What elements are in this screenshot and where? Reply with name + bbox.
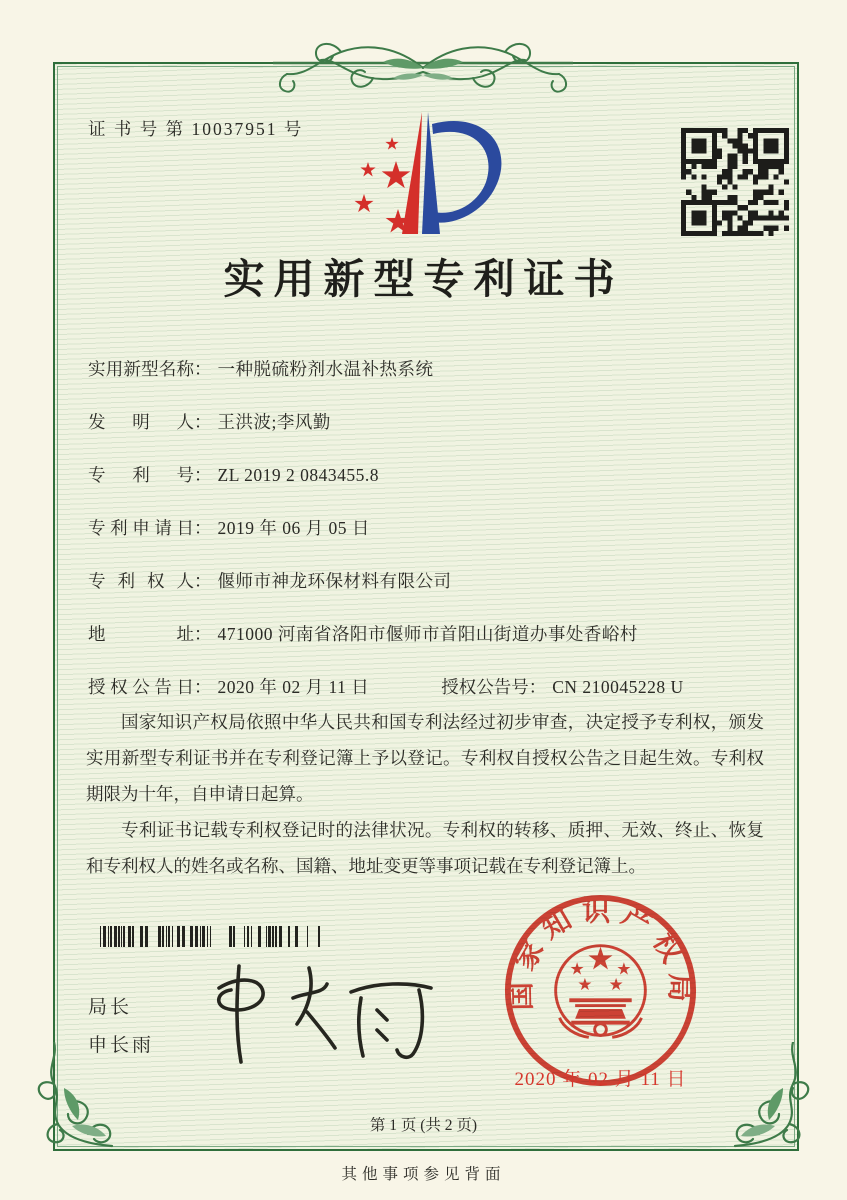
field-value: ZL 2019 2 0843455.8 <box>217 465 379 485</box>
field-label: 专利权人 <box>88 571 194 591</box>
back-side-note: 其他事项参见背面 <box>341 1166 506 1183</box>
barcode <box>100 926 322 947</box>
director-title: 局长 <box>88 997 133 1018</box>
field-row-filing-date: 专利申请日： 2019 年 06 月 05 日 <box>88 515 768 568</box>
legal-paragraph-1: 国家知识产权局依照中华人民共和国专利法经过初步审查，决定授予专利权，颁发实用新型专利证书并在专利登记簿上予以登记。专利权自授权公告之日起生效。专利权期限为十年，自申请日起算。 <box>86 712 764 805</box>
director-signature <box>205 958 445 1066</box>
page-indicator: 第 1 页 (共 2 页) <box>369 1117 478 1134</box>
cnipa-logo-icon <box>336 108 514 238</box>
seal-text: 国家知识产权局 <box>506 896 695 1011</box>
field-label: 专利号 <box>88 465 194 485</box>
field-row-patentee: 专利权人： 偃师市神龙环保材料有限公司 <box>88 568 768 621</box>
legal-text <box>86 704 764 884</box>
field-value: 一种脱硫粉剂水温补热系统 <box>217 359 434 379</box>
official-seal <box>503 893 698 1088</box>
qr-code <box>681 128 789 236</box>
field-value: CN 210045228 U <box>552 677 684 697</box>
seal-date: 2020 年 02 月 11 日 <box>514 1069 687 1090</box>
field-label: 发明人 <box>88 412 194 432</box>
field-value: 2020 年 02 月 11 日 <box>217 677 370 697</box>
field-list <box>88 356 768 727</box>
national-emblem-icon <box>556 946 646 1038</box>
certificate-title: 实用新型专利证书 <box>223 256 624 302</box>
field-label: 实用新型名称 <box>88 359 194 379</box>
field-row-patent-number: 专利号： ZL 2019 2 0843455.8 <box>88 462 768 515</box>
field-label: 专利申请日 <box>88 518 194 538</box>
field-label: 授权公告日 <box>88 677 194 697</box>
field-label: 地址 <box>88 624 194 644</box>
grant-number-group: 授权公告号： CN 210045228 U <box>441 677 683 697</box>
field-value: 王洪波;李风勤 <box>217 412 331 432</box>
certificate-number: 证 书 号 第 10037951 号 <box>88 119 304 139</box>
field-value: 偃师市神龙环保材料有限公司 <box>217 571 452 591</box>
field-row-address: 地址： 471000 河南省洛阳市偃师市首阳山街道办事处香峪村 <box>88 621 768 674</box>
field-value: 2019 年 06 月 05 日 <box>217 518 370 538</box>
director-name: 申长雨 <box>88 1035 155 1056</box>
field-row-grant: 授权公告日： 2020 年 02 月 11 日 授权公告号： CN 210045228 U <box>88 674 768 727</box>
field-value: 471000 河南省洛阳市偃师市首阳山街道办事处香峪村 <box>217 624 638 644</box>
legal-paragraph-2: 专利证书记载专利权登记时的法律状况。专利权的转移、质押、无效、终止、恢复和专利权人的姓名或名称、国籍、地址变更等事项记载在专利登记簿上。 <box>86 820 764 877</box>
field-label: 授权公告号 <box>441 677 529 697</box>
field-row-name: 实用新型名称： 一种脱硫粉剂水温补热系统 <box>88 356 768 409</box>
field-row-inventor: 发明人： 王洪波;李风勤 <box>88 409 768 462</box>
